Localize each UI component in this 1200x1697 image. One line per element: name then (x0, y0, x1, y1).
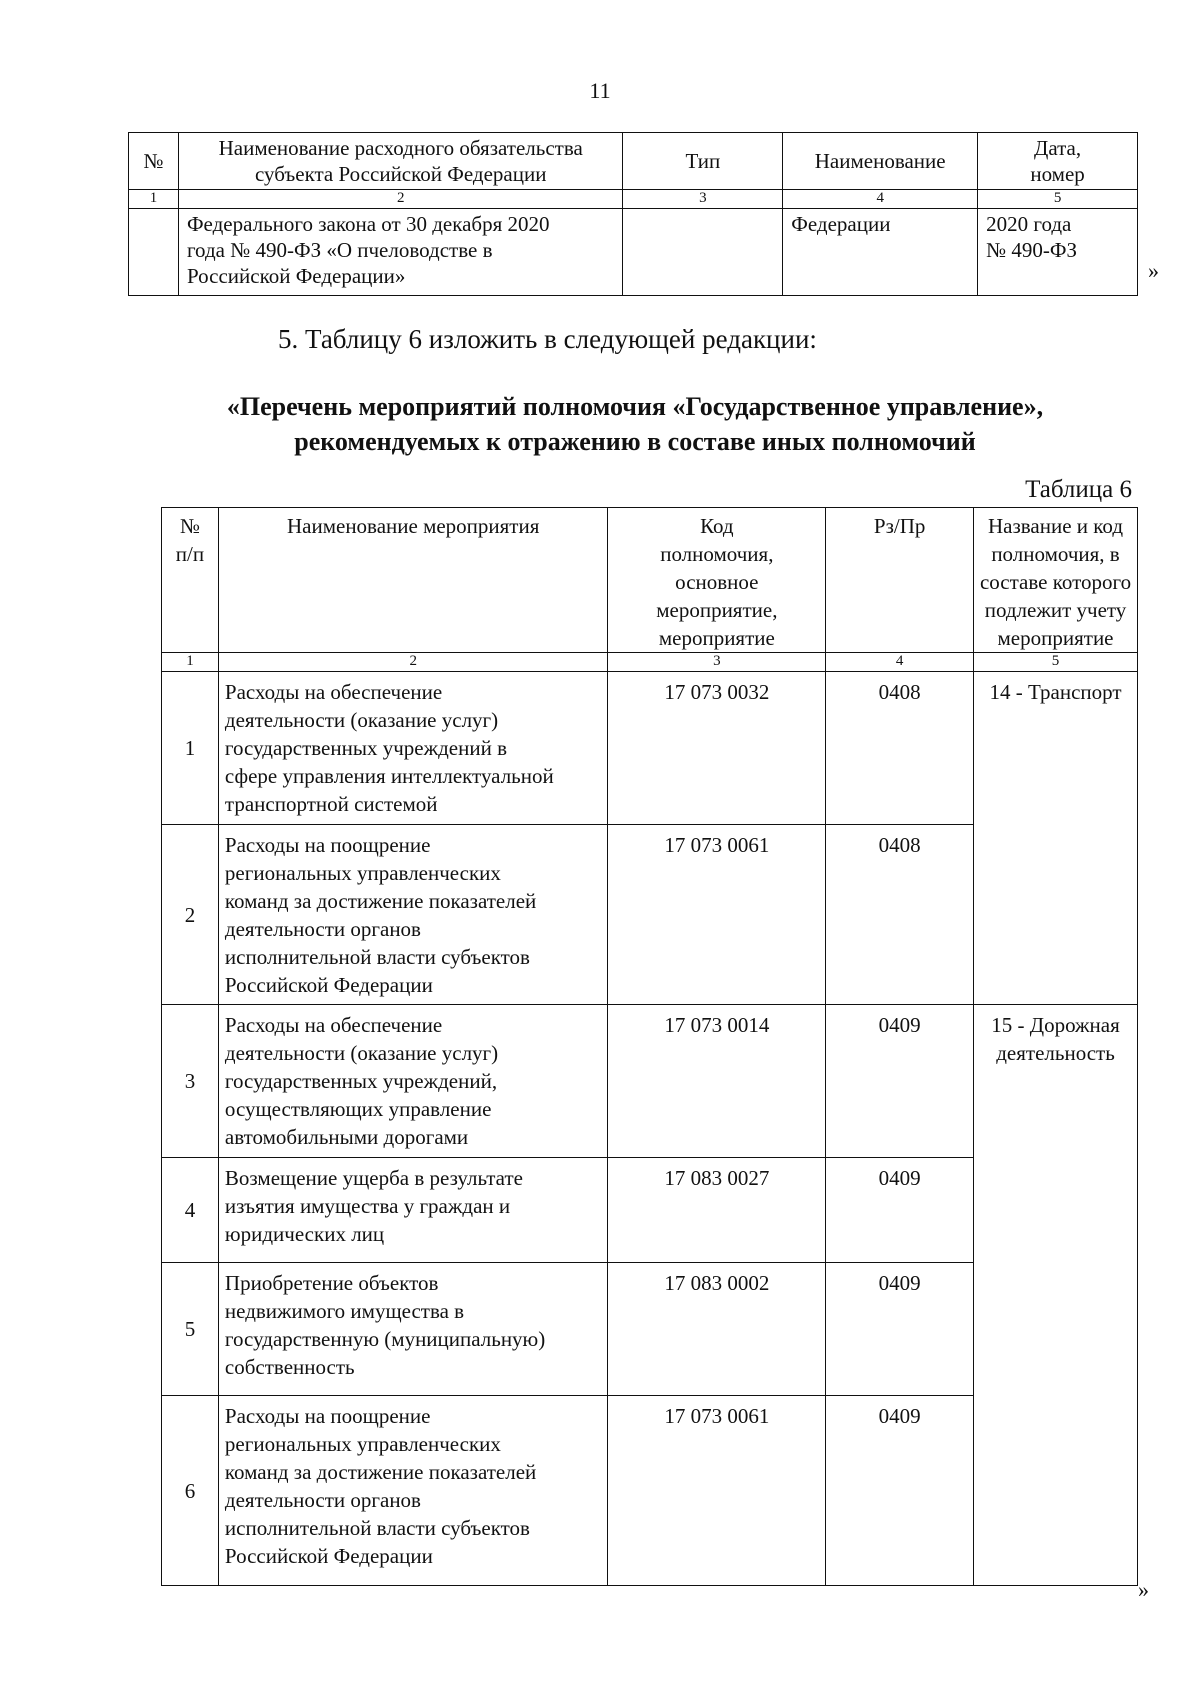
row-number: 2 (162, 825, 219, 1005)
continuation-table (128, 132, 1138, 296)
activity-code: 17 083 0027 (608, 1158, 826, 1263)
header-cell: Наименование мероприятия (218, 508, 608, 653)
section-subsection: 0409 (826, 1263, 974, 1396)
activity-name: Возмещение ущерба в результате изъятия имущества у граждан и юридических лиц (218, 1158, 608, 1263)
activity-name: Расходы на обеспечение деятельности (оказание услуг) государственных учреждений, осуществляющих управление автомобильными дорогами (218, 1005, 608, 1158)
section-subsection: 0409 (826, 1005, 974, 1158)
closing-quote: » (1148, 258, 1159, 283)
type-cell (623, 209, 783, 296)
activity-code: 17 073 0014 (608, 1005, 826, 1158)
activities-table (161, 507, 1138, 1586)
activity-name: Расходы на обеспечение деятельности (оказание услуг) государственных учреждений в сфере управления интеллектуальной транспортной системой (218, 672, 608, 825)
closing-quote: » (1138, 1577, 1149, 1602)
row-number: 3 (162, 1005, 219, 1158)
column-number-row (162, 653, 1138, 672)
column-number: 5 (978, 190, 1138, 209)
table-row (162, 672, 1138, 825)
date-number-cell: 2020 года № 490-ФЗ (978, 209, 1138, 296)
header-cell: Дата, номер (978, 133, 1138, 190)
header-cell: № п/п (162, 508, 219, 653)
column-number-row (129, 190, 1138, 209)
table-row (162, 1005, 1138, 1158)
obligation-name-cell: Федерального закона от 30 декабря 2020 года № 490-ФЗ «О пчеловодстве в Российской Федерации» (178, 209, 623, 296)
activity-name: Приобретение объектов недвижимого имущества в государственную (муниципальную) собственность (218, 1263, 608, 1396)
row-number: 5 (162, 1263, 219, 1396)
row-number: 4 (162, 1158, 219, 1263)
column-number: 2 (218, 653, 608, 672)
table-caption: Таблица 6 (1025, 476, 1132, 503)
table-title-line-1: «Перечень мероприятий полномочия «Государственное управление», (226, 392, 1044, 421)
page-number: 11 (589, 78, 611, 103)
authority-group: 14 - Транспорт (974, 672, 1138, 1005)
section-subsection: 0408 (826, 825, 974, 1005)
instruction-paragraph: 5. Таблицу 6 изложить в следующей редакции: (278, 324, 817, 354)
activity-code: 17 073 0032 (608, 672, 826, 825)
table-row (129, 209, 1138, 296)
table-header-row (129, 133, 1138, 190)
activity-code: 17 073 0061 (608, 825, 826, 1005)
activity-code: 17 073 0061 (608, 1396, 826, 1586)
row-number-cell (129, 209, 179, 296)
table-title-line-2: рекомендуемых к отражению в составе иных полномочий (294, 427, 976, 456)
section-subsection: 0409 (826, 1396, 974, 1586)
activity-name: Расходы на поощрение региональных управленческих команд за достижение показателей деятельности органов исполнительной власти субъектов Российской Федерации (218, 1396, 608, 1586)
column-number: 3 (608, 653, 826, 672)
column-number: 1 (129, 190, 179, 209)
column-number: 5 (974, 653, 1138, 672)
row-number: 6 (162, 1396, 219, 1586)
header-cell: Тип (623, 133, 783, 190)
header-cell: Наименование расходного обязательства субъекта Российской Федерации (178, 133, 623, 190)
header-cell: № (129, 133, 179, 190)
header-cell: Код полномочия, основное мероприятие, мероприятие (608, 508, 826, 653)
header-cell: Название и код полномочия, в составе которого подлежит учету мероприятие (974, 508, 1138, 653)
column-number: 4 (783, 190, 978, 209)
activity-code: 17 083 0002 (608, 1263, 826, 1396)
name-cell: Федерации (783, 209, 978, 296)
column-number: 4 (826, 653, 974, 672)
header-cell: Наименование (783, 133, 978, 190)
header-cell: Рз/Пр (826, 508, 974, 653)
column-number: 2 (178, 190, 623, 209)
column-number: 3 (623, 190, 783, 209)
row-number: 1 (162, 672, 219, 825)
column-number: 1 (162, 653, 219, 672)
table-header-row (162, 508, 1138, 653)
activity-name: Расходы на поощрение региональных управленческих команд за достижение показателей деятельности органов исполнительной власти субъектов Российской Федерации (218, 825, 608, 1005)
authority-group: 15 - Дорожная деятельность (974, 1005, 1138, 1586)
section-subsection: 0409 (826, 1158, 974, 1263)
section-subsection: 0408 (826, 672, 974, 825)
